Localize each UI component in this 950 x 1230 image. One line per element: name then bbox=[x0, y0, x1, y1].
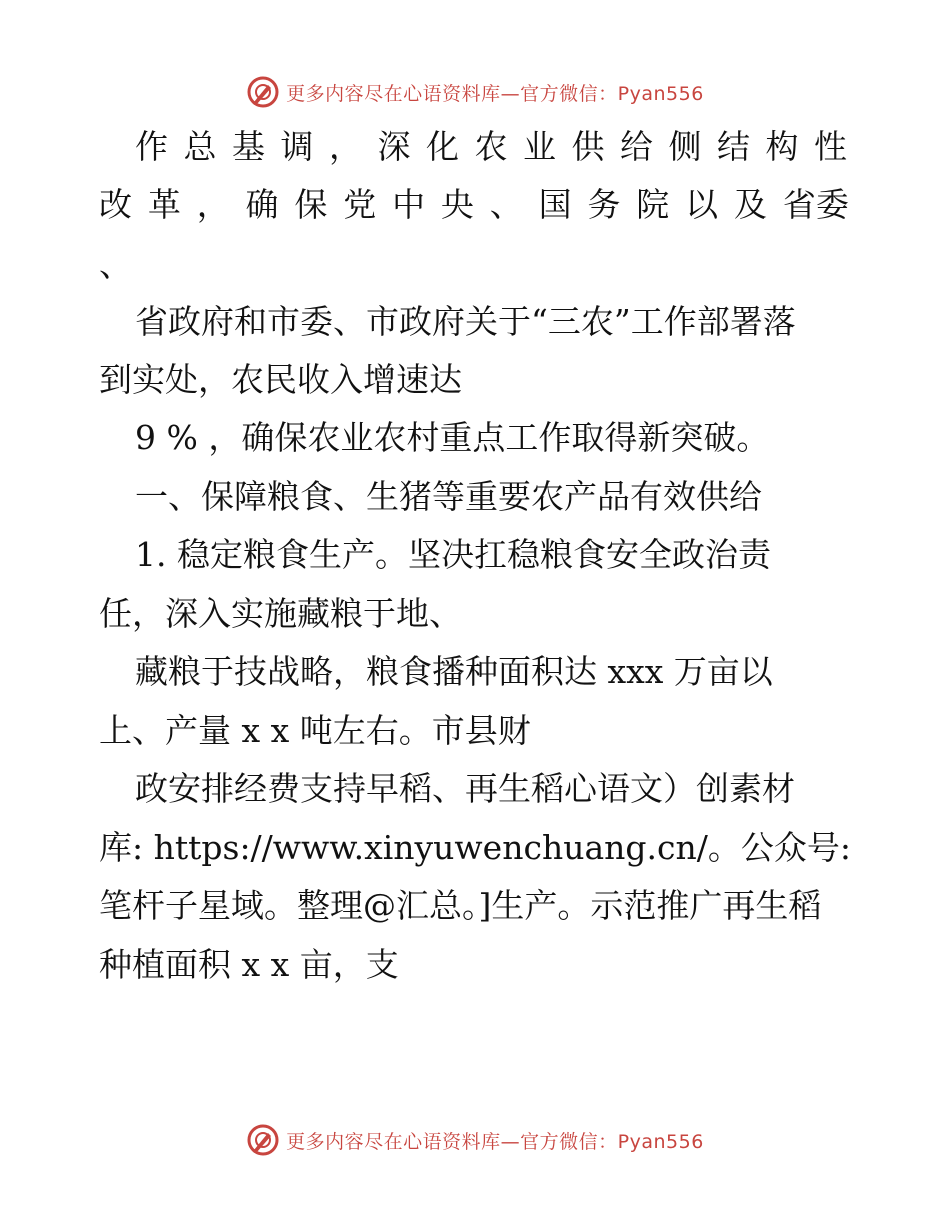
text-char: ， bbox=[329, 127, 362, 166]
paragraph-line-4: 省政府和市委、市政府关于“三农”工作部署落 bbox=[135, 302, 796, 341]
text-char: 性 bbox=[814, 127, 847, 166]
text-char: 结 bbox=[717, 127, 750, 166]
text-char: 保 bbox=[294, 185, 328, 224]
text-char: 调 bbox=[280, 127, 314, 166]
text-char: 、 bbox=[489, 185, 523, 224]
paragraph-line-5: 到实处，农民收入增速达 bbox=[99, 360, 462, 399]
paragraph-line-8: 1. 稳定粮食生产。坚决扛稳粮食安全政治责 bbox=[135, 535, 771, 574]
header-watermark-text: 更多内容尽在心语资料库—官方微信：Pyan556 bbox=[286, 82, 704, 105]
text-char: 及 bbox=[733, 185, 767, 224]
text-char: 确 bbox=[245, 185, 279, 224]
paragraph-line-3: 、 bbox=[99, 245, 132, 284]
text-char: 务 bbox=[587, 185, 621, 224]
footer-watermark-text: 更多内容尽在心语资料库—官方微信：Pyan556 bbox=[286, 1130, 704, 1153]
text-char: 总 bbox=[183, 127, 217, 166]
paragraph-line-9: 任，深入实施藏粮于地、 bbox=[99, 594, 462, 633]
text-char: 给 bbox=[620, 127, 653, 166]
paragraph-line-10: 藏粮于技战略，粮食播种面积达 xxx 万亩以 bbox=[135, 652, 773, 691]
text-char: 省委 bbox=[782, 185, 849, 224]
text-char: ， bbox=[196, 185, 230, 224]
text-char: 深 bbox=[377, 127, 411, 166]
text-char: 央 bbox=[440, 185, 474, 224]
paragraph-line-2 bbox=[99, 185, 849, 225]
text-char: 革 bbox=[147, 185, 181, 224]
paragraph-line-14: 笔杆子星域。整理@汇总。]生产。示范推广再生稻 bbox=[99, 886, 822, 925]
text-char: 作 bbox=[135, 127, 168, 166]
text-char: 化 bbox=[426, 127, 459, 166]
text-char: 改 bbox=[99, 185, 132, 224]
text-char: 院 bbox=[636, 185, 670, 224]
text-char: 党 bbox=[343, 185, 377, 224]
paragraph-line-13: 库: https://www.xinyuwenchuang.cn/。公众号: bbox=[99, 828, 851, 867]
text-char: 构 bbox=[765, 127, 799, 166]
text-char: 供 bbox=[571, 127, 605, 166]
paragraph-line-11: 上、产量 x x 吨左右。市县财 bbox=[99, 711, 531, 750]
text-char: 侧 bbox=[668, 127, 702, 166]
pen-logo-icon bbox=[246, 1123, 280, 1157]
paragraph-line-6: 9 % ，确保农业农村重点工作取得新突破。 bbox=[135, 418, 770, 457]
text-char: 基 bbox=[232, 127, 265, 166]
text-char: 业 bbox=[523, 127, 556, 166]
paragraph-line-12: 政安排经费支持早稻、再生稻心语文）创素材 bbox=[135, 769, 795, 808]
footer-watermark bbox=[0, 1120, 950, 1160]
text-char: 农 bbox=[474, 127, 508, 166]
text-char: 以 bbox=[685, 185, 719, 224]
text-char: 中 bbox=[392, 185, 426, 224]
section-heading: 一、保障粮食、生猪等重要农产品有效供给 bbox=[135, 477, 762, 516]
text-char: 国 bbox=[538, 185, 572, 224]
paragraph-line-1 bbox=[135, 127, 847, 167]
paragraph-line-15: 种植面积 x x 亩，支 bbox=[99, 945, 399, 984]
